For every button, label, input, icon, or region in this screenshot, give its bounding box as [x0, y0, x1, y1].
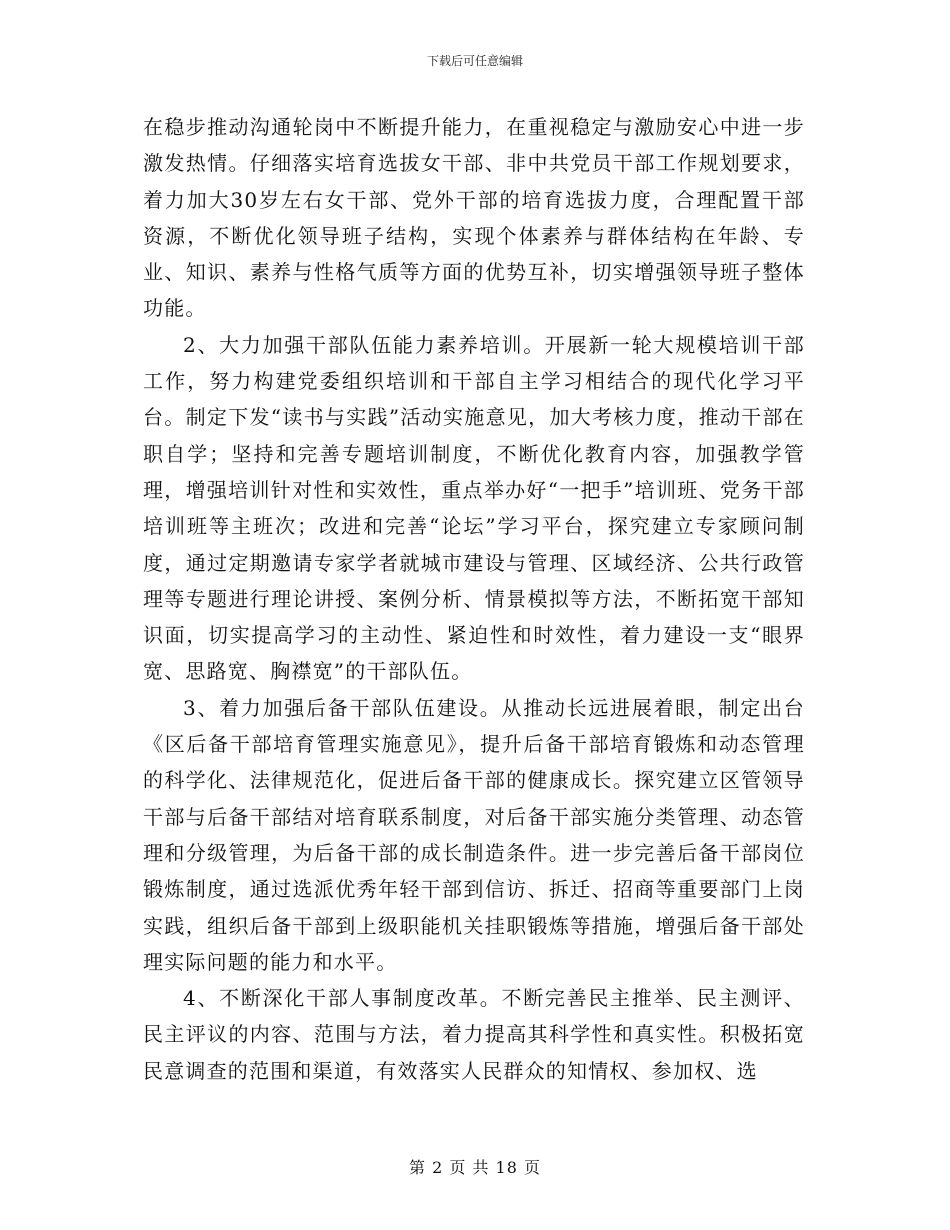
paragraph-continuation: 在稳步推动沟通轮岗中不断提升能力，在重视稳定与激励安心中进一步激发热情。仔细落实培育选拔女干部、非中共党员干部工作规划要求，着力加大30岁左右女干部、党外干部的培育选拔力度，合理配置干部资源，不断优化领导班子结构，实现个体素养与群体结构在年龄、专业、知识、素养与性格气质等方面的优势互补，切实增强领导班子整体功能。 [143, 115, 805, 321]
paragraph-item-4: 4、不断深化干部人事制度改革。不断完善民主推举、民主测评、民主评议的内容、范围与方法，着力提高其科学性和真实性。积极拓宽民意调查的范围和渠道，有效落实人民群众的知情权、参加权、选 [143, 986, 805, 1083]
page-header: 下载后可任意编辑 [426, 54, 523, 68]
page-number-footer: 第 2 页 共 18 页 [409, 1158, 541, 1177]
paragraph-item-3: 3、着力加强后备干部队伍建设。从推动长远进展着眼，制定出台《区后备干部培育管理实施意见》，提升后备干部培育锻炼和动态管理的科学化、法律规范化，促进后备干部的健康成长。探究建立区管领导干部与后备干部结对培育联系制度，对后备干部实施分类管理、动态管理和分级管理，为后备干部的成长制造条件。进一步完善后备干部岗位锻炼制度，通过选派优秀年轻干部到信访、拆迁、招商等重要部门上岗实践，组织后备干部到上级职能机关挂职锻炼等措施，增强后备干部处理实际问题的能力和水平。 [143, 695, 805, 974]
paragraph-item-2: 2、大力加强干部队伍能力素养培训。开展新一轮大规模培训干部工作，努力构建党委组织培训和干部自主学习相结合的现代化学习平台。制定下发“读书与实践”活动实施意见，加大考核力度，推动干部在职自学；坚持和完善专题培训制度，不断优化教育内容，加强教学管理，增强培训针对性和实效性，重点举办好“一把手”培训班、党务干部培训班等主班次；改进和完善“论坛”学习平台，探究建立专家顾问制度，通过定期邀请专家学者就城市建设与管理、区域经济、公共行政管理等专题进行理论讲授、案例分析、情景模拟等方法，不断拓宽干部知识面，切实提高学习的主动性、紧迫性和时效性，着力建设一支“眼界宽、思路宽、胸襟宽”的干部队伍。 [143, 332, 805, 684]
document-body [143, 109, 805, 1089]
